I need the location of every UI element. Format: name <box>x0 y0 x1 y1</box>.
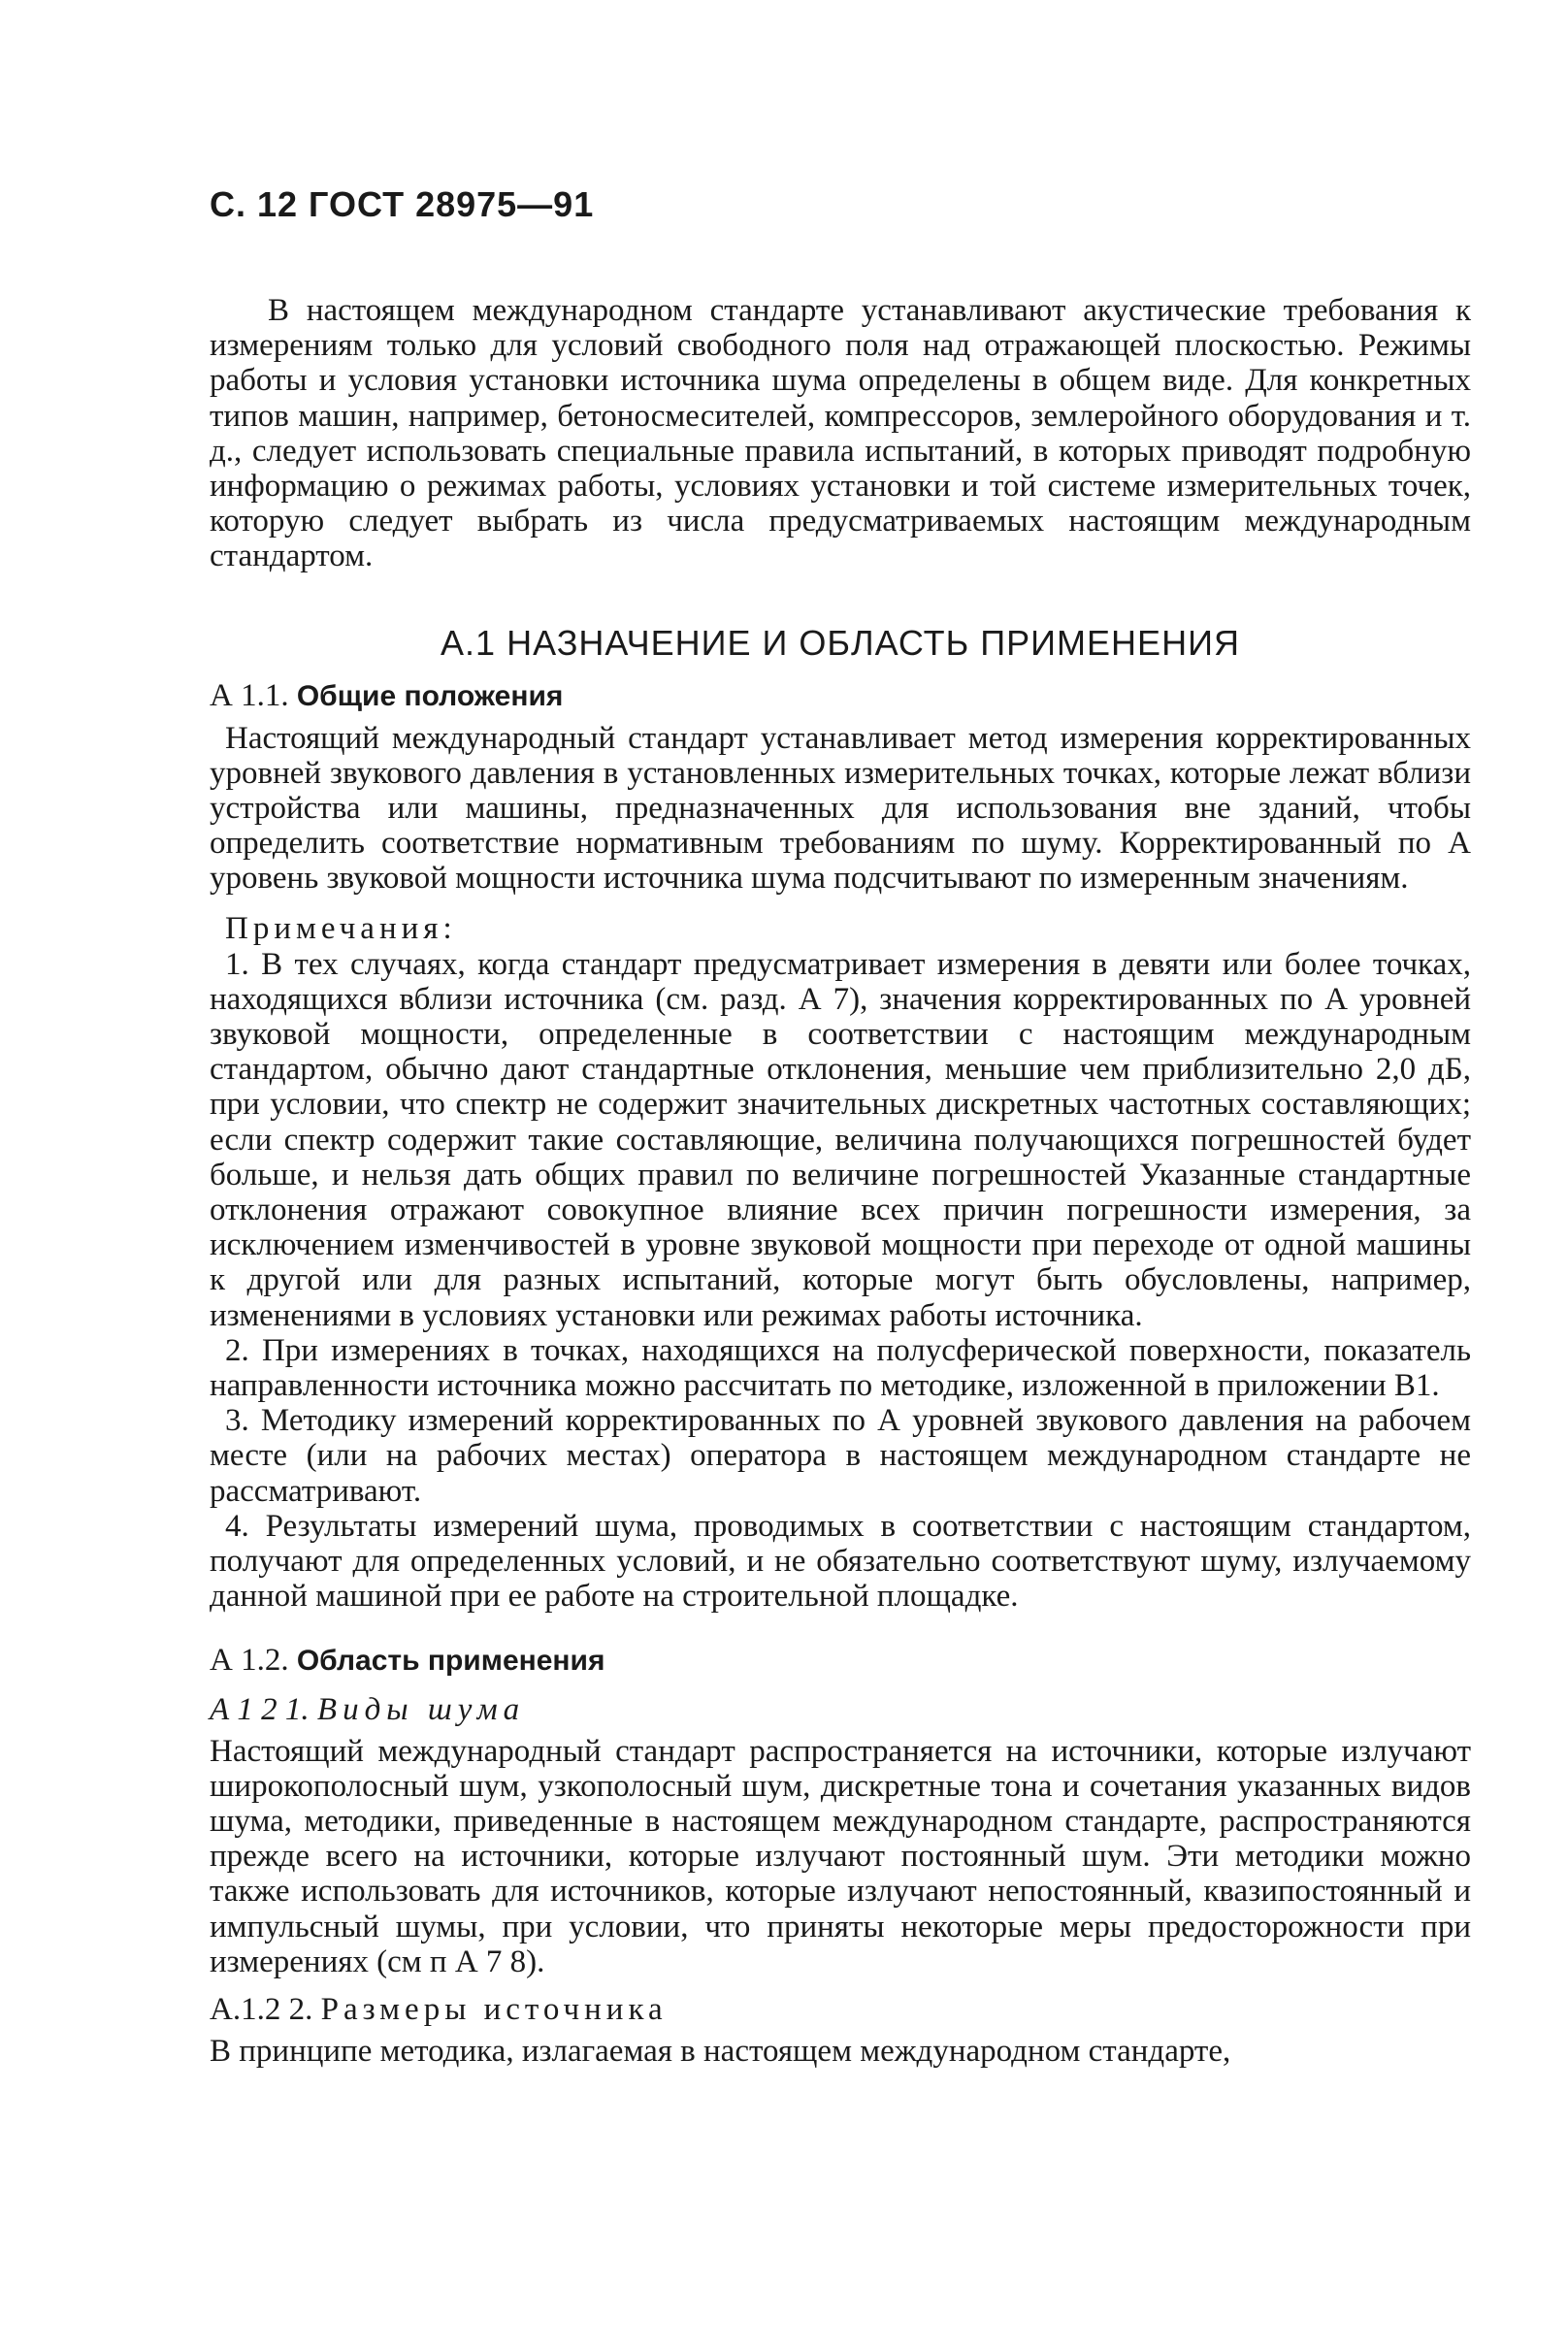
subsection-number: А 1.2. <box>210 1642 289 1678</box>
subsection-title: Общие положения <box>296 679 564 712</box>
note-1: 1. В тех случаях, когда стандарт предусматривает измерения в девяти или более точках, находящихся вблизи источника (см. разд. А 7), значения корректированных по А уровней звуковой мощности, определенные в соответствии с настоящим международным стандартом, обычно дают стандартные отклонения, меньшие чем приблизительно 2,0 дБ, при условии, что спектр не содержит значительных дискретных частотных составляющих; если спектр содержит такие составляющие, величина получающихся погрешностей будет больше, и нельзя дать общих правил по величине погрешностей Указанные стандартные отклонения отражают совокупное влияние всех причин погрешности измерения, за исключением изменчивостей в уровне звуковой мощности при переходе от одной машины к другой или для разных испытаний, которые могут быть обусловлены, например, изменениями в условиях установки или режимах работы источника. <box>210 946 1471 1333</box>
intro-paragraph: В настоящем международном стандарте устанавливают акустические требования к измерениям только для условий свободного поля над отражающей плоскостью. Режимы работы и условия установки источника шума определены в общем виде. Для конкретных типов машин, например, бетоносмесителей, компрессоров, землеройного оборудования и т. д., следует использовать специальные правила испытаний, в которых приводят подробную информацию о режимах работы, условиях установки и той системе измерительных точек, которую следует выбрать из числа предусматриваемых настоящим международным стандартом. <box>210 293 1471 574</box>
subsection-title: Область применения <box>296 1644 605 1677</box>
subsection-a11-text: Настоящий международный стандарт устанавливает метод измерения корректированных уровней звукового давления в установленных измерительных точках, которые лежат вблизи устройства или машины, предназначенных для использования вне зданий, чтобы определить соответствие нормативным требованиям по шуму. Корректированный по А уровень звуковой мощности источника шума подсчитывают по измеренным значениям. <box>210 720 1471 897</box>
subsection-heading-a12 <box>210 1642 1471 1680</box>
subsection-heading-a11 <box>210 677 1471 715</box>
subsection-heading-a121 <box>210 1691 1471 1728</box>
subsection-a122-text: В принципе методика, излагаемая в настоящем международном стандарте, <box>210 2033 1231 2069</box>
notes-label: Примечания: <box>225 910 457 946</box>
note-2: 2. При измерениях в точках, находящихся на полусферической поверхности, показатель направленности источника можно рассчитать по методике, изложенной в приложении В1. <box>210 1332 1471 1404</box>
subsection-title: Виды шума <box>316 1691 526 1727</box>
subsection-heading-a122 <box>210 1991 1471 2028</box>
note-3: 3. Методику измерений корректированных по А уровней звукового давления на рабочем месте (или на рабочих местах) оператора в настоящем международном стандарте не рассматривают. <box>210 1403 1471 1509</box>
subsection-title: Размеры источника <box>320 1991 668 2027</box>
note-4: 4. Результаты измерений шума, проводимых в соответствии с настоящим стандартом, получают для определенных условий, и не обязательно соответствуют шуму, излучаемому данной машиной при ее работе на строительной площадке. <box>210 1508 1471 1615</box>
subsection-number: А 1 2 1. <box>210 1691 310 1727</box>
section-title: А.1 НАЗНАЧЕНИЕ И ОБЛАСТЬ ПРИМЕНЕНИЯ <box>441 622 1240 663</box>
subsection-number: А.1.2 2. <box>210 1991 313 2027</box>
subsection-a121-text: Настоящий международный стандарт распространяется на источники, которые излучают широкополосный шум, узкополосный шум, дискретные тона и сочетания указанных видов шума, методики, приведенные в настоящем международном стандарте, распространяются прежде всего на источники, которые излучают постоянный шум. Эти методики можно также использовать для источников, которые излучают непостоянный, квазипостоянный и импульсный шумы, при условии, что приняты некоторые меры предосторожности при измерениях (см п А 7 8). <box>210 1733 1471 1979</box>
page-header: С. 12 ГОСТ 28975—91 <box>210 184 595 224</box>
subsection-number: А 1.1. <box>210 677 289 713</box>
